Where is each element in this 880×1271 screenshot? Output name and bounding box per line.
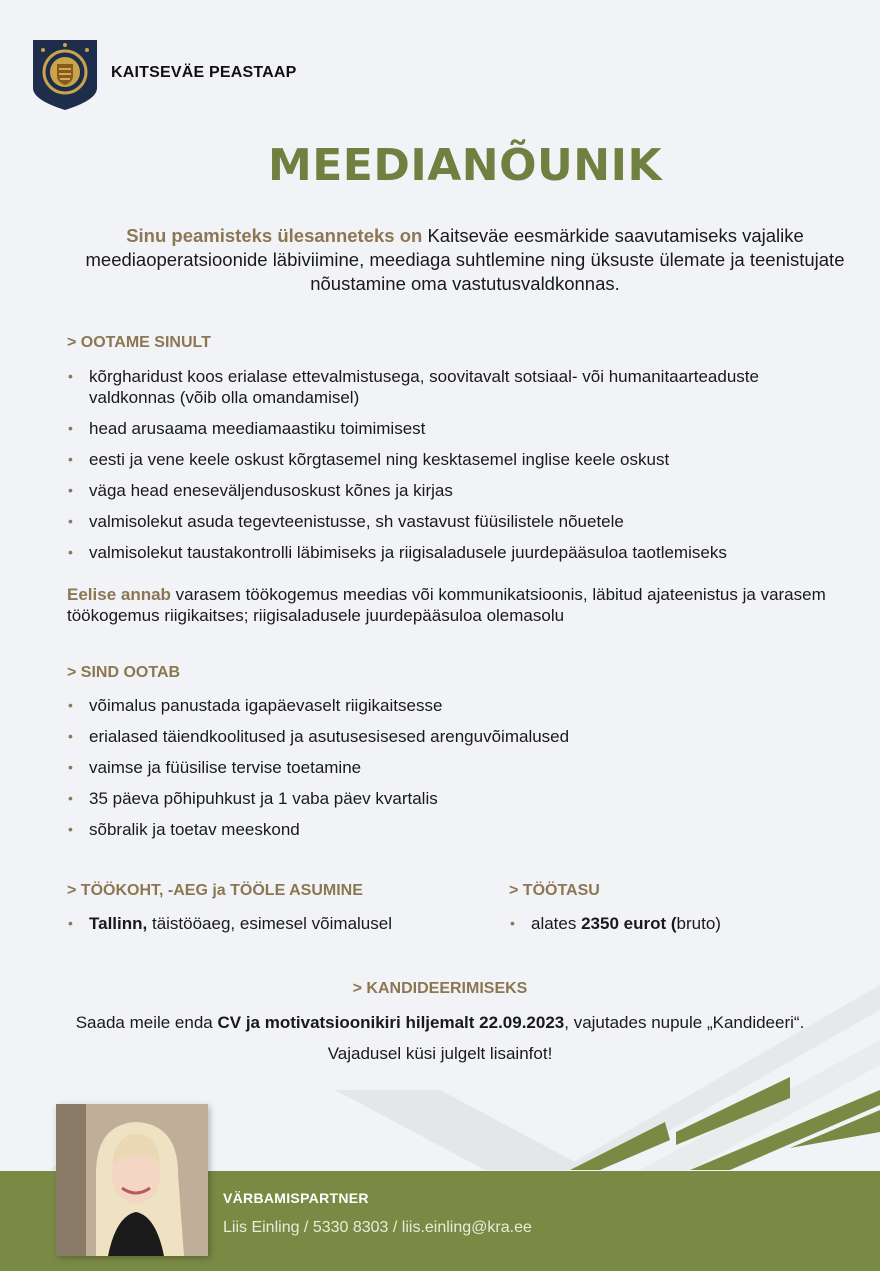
kaitsevae-logo-icon: [31, 36, 99, 112]
list-item: [67, 913, 487, 934]
intro-text: Kaitseväe eesmärkide saavutamiseks vajalike meediaoperatsioonide läbiviimine, meediaga suhtlemine ning üksuste ülemate ja teenistujate nõustamine oma vastutusvaldkonnas.: [85, 225, 845, 294]
list-item: • erialased täiendkoolitused ja asutusesisesed arenguvõimalused: [67, 726, 827, 747]
list-item: • head arusaama meediamaastiku toimimisest: [67, 418, 827, 439]
list-item: • eesti ja vene keele oskust kõrgtasemel ning kesktasemel inglise keele oskust: [67, 449, 827, 470]
salary-amount: 2350 eurot (: [581, 914, 677, 933]
org-name: KAITSEVÄE PEASTAAP: [111, 64, 297, 81]
page-title: MEEDIANÕUNIK: [267, 140, 663, 191]
salary-prefix: alates: [531, 914, 582, 933]
advantage-text: varasem töökogemus meedias või kommunikatsioonis, läbitud ajateenistus ja varasem töökogemus riigikaitses; riigisaladusele juurdepääsuloa olemasolu: [67, 585, 826, 625]
recruiter-portrait-icon: [56, 1104, 208, 1256]
workplace-heading: > TÖÖKOHT, -AEG ja TÖÖLE ASUMINE: [67, 882, 363, 899]
workplace-list: [67, 913, 487, 944]
advantage-lead: Eelise annab: [67, 585, 171, 604]
list-item: • kõrgharidust koos erialase ettevalmistusega, soovitavalt sotsiaal- või humanitaarteaduste valdkonnas (võib olla omandamisel): [67, 366, 827, 408]
workplace-rest: täistööaeg, esimesel võimalusel: [147, 914, 392, 933]
apply-heading: > KANDIDEERIMISEKS: [352, 980, 528, 997]
salary-list: [509, 913, 829, 944]
expect-list: [67, 366, 827, 573]
partner-contact: Liis Einling / 5330 8303 / liis.einling@kra.ee: [223, 1219, 532, 1236]
recruiter-photo: [56, 1104, 208, 1256]
offer-heading: > SIND OOTAB: [67, 664, 181, 681]
intro-lead: Sinu peamisteks ülesanneteks on: [126, 225, 423, 246]
offer-list: [67, 695, 827, 850]
apply-bold: CV ja motivatsioonikiri hiljemalt 22.09.2023: [217, 1013, 565, 1032]
list-item: • sõbralik ja toetav meeskond: [67, 819, 827, 840]
advantage-paragraph: [67, 584, 827, 626]
list-item: [509, 913, 829, 934]
partner-heading: VÄRBAMISPARTNER: [223, 1190, 369, 1206]
intro-paragraph: [80, 224, 850, 296]
expect-heading: > OOTAME SINULT: [67, 334, 211, 351]
list-item: • valmisolekut taustakontrolli läbimiseks ja riigisaladusele juurdepääsuloa taotlemiseks: [67, 542, 827, 563]
salary-suffix: bruto): [676, 914, 721, 933]
list-item: • valmisolekut asuda tegevteenistusse, sh vastavust füüsilistele nõuetele: [67, 511, 827, 532]
salary-heading: > TÖÖTASU: [509, 882, 600, 899]
apply-text: [0, 1012, 880, 1033]
apply-suffix: , vajutades nupule „Kandideeri“.: [564, 1013, 805, 1032]
list-item: • 35 päeva põhipuhkust ja 1 vaba päev kvartalis: [67, 788, 827, 809]
list-item: • võimalus panustada igapäevaselt riigikaitsesse: [67, 695, 827, 716]
apply-note: Vajadusel küsi julgelt lisainfot!: [327, 1044, 553, 1063]
list-item: • vaimse ja füüsilise tervise toetamine: [67, 757, 827, 778]
workplace-city: Tallinn,: [89, 914, 148, 933]
apply-prefix: Saada meile enda: [75, 1013, 218, 1032]
list-item: • väga head eneseväljendusoskust kõnes ja kirjas: [67, 480, 827, 501]
